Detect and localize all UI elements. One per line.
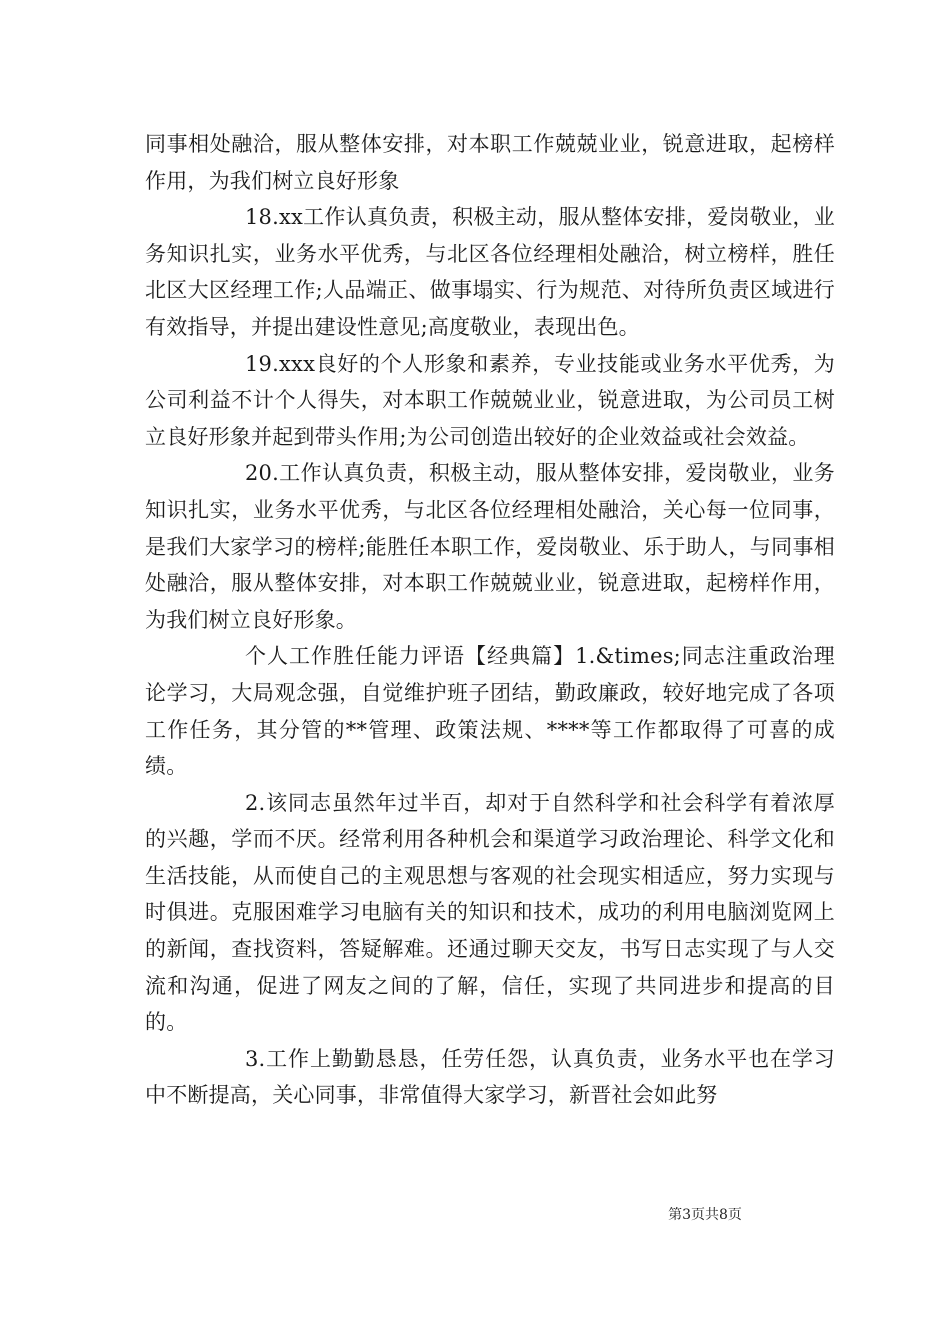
page-number-footer: 第3页共8页	[668, 1207, 742, 1223]
paragraph-5: 个人工作胜任能力评语【经典篇】1.&times;同志注重政治理论学习，大局观念强，自觉维护班子团结，勤政廉政，较好地完成了各项工作任务，其分管的**管理、政策法规、****等工作都取得了可喜的成绩。	[145, 644, 835, 779]
paragraph-7: 3.工作上勤勤恳恳，任劳任怨，认真负责，业务水平也在学习中不断提高，关心同事，非常值得大家学习，新晋社会如此努	[145, 1046, 835, 1108]
paragraph-4: 20.工作认真负责，积极主动，服从整体安排，爱岗敬业，业务知识扎实，业务水平优秀，与北区各位经理相处融洽，关心每一位同事，是我们大家学习的榜样;能胜任本职工作，爱岗敬业、乐于助人，与同事相处融洽，服从整体安排，对本职工作兢兢业业，锐意进取，起榜样作用，为我们树立良好形象。	[145, 461, 835, 632]
paragraph-6: 2.该同志虽然年过半百，却对于自然科学和社会科学有着浓厚的兴趣，学而不厌。经常利用各种机会和渠道学习政治理论、科学文化和生活技能，从而使自己的主观思想与客观的社会现实相适应，努力实现与时俱进。克服困难学习电脑有关的知识和技术，成功的利用电脑浏览网上的新闻，查找资料，答疑解难。还通过聊天交友，书写日志实现了与人交流和沟通，促进了网友之间的了解，信任，实现了共同进步和提高的目的。	[145, 790, 835, 1035]
document-body	[145, 126, 835, 1114]
paragraph-3: 19.xxx良好的个人形象和素养，专业技能或业务水平优秀，为公司利益不计个人得失，对本职工作兢兢业业，锐意进取，为公司员工树立良好形象并起到带头作用;为公司创造出较好的企业效益或社会效益。	[145, 351, 835, 449]
paragraph-1: 同事相处融洽，服从整体安排，对本职工作兢兢业业，锐意进取，起榜样作用，为我们树立良好形象	[145, 132, 835, 193]
paragraph-2: 18.xx工作认真负责，积极主动，服从整体安排，爱岗敬业，业务知识扎实，业务水平优秀，与北区各位经理相处融洽，树立榜样，胜任北区大区经理工作;人品端正、做事塌实、行为规范、对待所负责区域进行有效指导，并提出建设性意见;高度敬业，表现出色。	[145, 205, 835, 339]
